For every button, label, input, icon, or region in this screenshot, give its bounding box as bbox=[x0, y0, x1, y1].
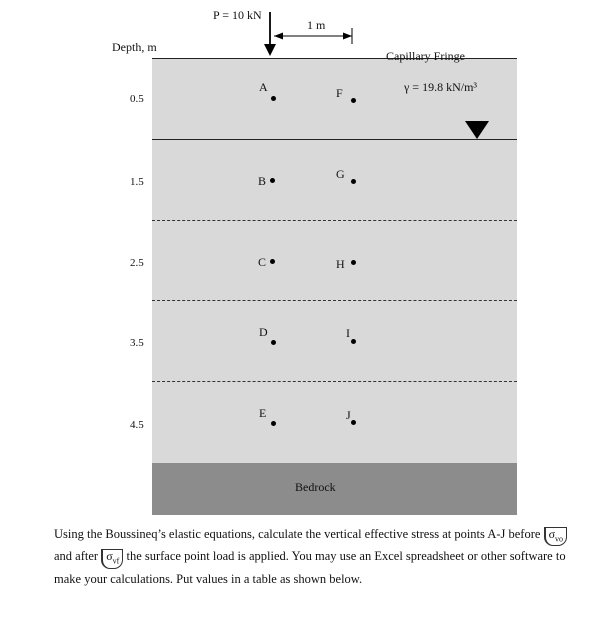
point-label-i: I bbox=[346, 326, 350, 340]
problem-text-1: Using the Boussineq’s elastic equations, calculate the vertical effective stress at points A-J before bbox=[54, 527, 541, 541]
bedrock-label: Bedrock bbox=[295, 480, 336, 494]
point-j bbox=[351, 420, 356, 425]
load-label: P = 10 kN bbox=[213, 8, 262, 22]
point-label-d: D bbox=[259, 325, 268, 339]
layer-boundary-2 bbox=[152, 220, 517, 221]
layer-boundary-3 bbox=[152, 300, 517, 301]
unit-weight-label: γ = 19.8 kN/m³ bbox=[404, 80, 478, 94]
point-label-g: G bbox=[336, 167, 345, 181]
sigma-vf-subscript: vf bbox=[112, 556, 120, 566]
capillary-fringe-label: Capillary Fringe bbox=[386, 49, 465, 63]
point-d bbox=[271, 340, 276, 345]
point-label-f: F bbox=[336, 86, 343, 100]
sigma-vf-symbol bbox=[101, 549, 123, 568]
point-label-b: B bbox=[258, 174, 267, 188]
depth-tick-3.5: 3.5 bbox=[130, 337, 144, 349]
depth-tick-2.5: 2.5 bbox=[130, 257, 144, 269]
sigma-vf-letter: σ bbox=[106, 549, 113, 564]
water-table-line bbox=[152, 139, 517, 140]
soil-profile bbox=[152, 58, 517, 463]
point-label-h: H bbox=[336, 257, 345, 271]
depth-axis-title: Depth, m bbox=[112, 40, 157, 54]
point-b bbox=[270, 178, 275, 183]
sigma-vo-subscript: vo bbox=[555, 534, 564, 544]
problem-text-3: the surface point load is applied. You may use an Excel spreadsheet or other software to make your calculations. Put values in a table as shown below. bbox=[54, 549, 566, 586]
point-g bbox=[351, 179, 356, 184]
problem-statement bbox=[54, 524, 584, 589]
point-i bbox=[351, 339, 356, 344]
point-a bbox=[271, 96, 276, 101]
dimension-arrow-right bbox=[343, 33, 352, 40]
dimension-arrow-left bbox=[274, 33, 283, 40]
depth-tick-0.5: 0.5 bbox=[130, 93, 144, 105]
layer-boundary-4 bbox=[152, 381, 517, 382]
point-label-j: J bbox=[346, 408, 351, 422]
problem-text-2: and after bbox=[54, 549, 99, 564]
sigma-vo-letter: σ bbox=[548, 527, 556, 541]
load-arrow-head bbox=[264, 44, 276, 56]
depth-tick-4.5: 4.5 bbox=[130, 419, 144, 431]
point-c bbox=[270, 259, 275, 264]
water-table-icon bbox=[464, 120, 490, 140]
point-label-a: A bbox=[259, 80, 268, 94]
point-e bbox=[271, 421, 276, 426]
point-label-c: C bbox=[258, 255, 267, 269]
depth-tick-1.5: 1.5 bbox=[130, 176, 144, 188]
dimension-label: 1 m bbox=[307, 18, 326, 32]
point-h bbox=[351, 260, 356, 265]
point-f bbox=[351, 98, 356, 103]
sigma-vo-symbol bbox=[544, 527, 567, 546]
point-label-e: E bbox=[259, 406, 267, 420]
